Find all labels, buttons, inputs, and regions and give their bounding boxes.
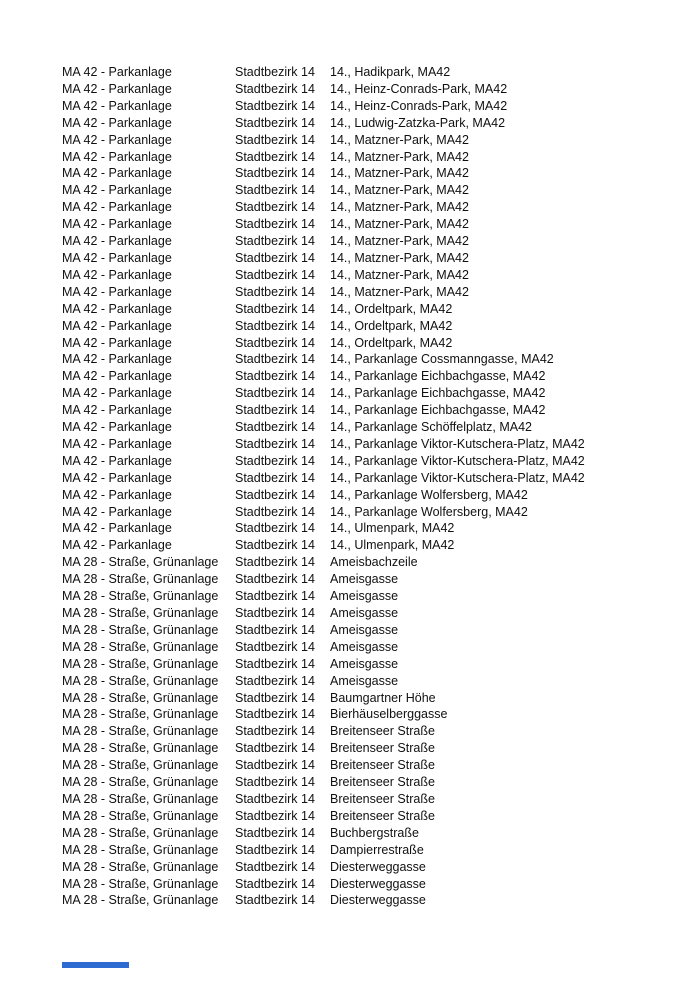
category-cell: MA 42 - Parkanlage: [62, 149, 172, 164]
district-cell: Stadtbezirk 14: [235, 690, 315, 705]
location-cell: 14., Parkanlage Eichbachgasse, MA42: [330, 386, 546, 401]
location-cell: Breitenseer Straße: [330, 758, 435, 773]
category-cell: MA 42 - Parkanlage: [62, 132, 172, 147]
district-cell: Stadtbezirk 14: [235, 234, 315, 249]
district-cell: Stadtbezirk 14: [235, 132, 315, 147]
district-cell: Stadtbezirk 14: [235, 606, 315, 620]
location-cell: Bierhäuselberggasse: [330, 707, 448, 722]
category-cell: MA 42 - Parkanlage: [62, 183, 172, 198]
category-cell: MA 42 - Parkanlage: [62, 81, 172, 96]
district-cell: Stadtbezirk 14: [235, 487, 315, 502]
category-cell: MA 42 - Parkanlage: [62, 98, 172, 113]
district-cell: Stadtbezirk 14: [235, 369, 315, 384]
category-cell: MA 28 - Straße, Grünanlage: [62, 690, 219, 705]
district-cell: Stadtbezirk 14: [235, 420, 315, 435]
district-cell: Stadtbezirk 14: [235, 758, 315, 773]
district-cell: Stadtbezirk 14: [235, 673, 315, 688]
category-cell: MA 28 - Straße, Grünanlage: [62, 555, 219, 570]
category-cell: MA 42 - Parkanlage: [62, 115, 172, 130]
category-cell: MA 28 - Straße, Grünanlage: [62, 859, 219, 874]
category-cell: MA 28 - Straße, Grünanlage: [62, 572, 219, 587]
location-cell: 14., Ulmenpark, MA42: [330, 521, 455, 536]
district-cell: Stadtbezirk 14: [235, 217, 315, 232]
location-cell: Breitenseer Straße: [330, 741, 435, 756]
district-cell: Stadtbezirk 14: [235, 521, 315, 536]
district-cell: Stadtbezirk 14: [235, 555, 315, 570]
category-cell: MA 28 - Straße, Grünanlage: [62, 741, 219, 756]
district-cell: Stadtbezirk 14: [235, 775, 315, 790]
district-cell: Stadtbezirk 14: [235, 656, 315, 671]
district-cell: Stadtbezirk 14: [235, 470, 315, 485]
location-cell: Breitenseer Straße: [330, 791, 435, 806]
location-cell: 14., Matzner-Park, MA42: [330, 234, 469, 249]
location-cell: 14., Parkanlage Viktor-Kutschera-Platz, MA42: [330, 453, 585, 468]
category-cell: MA 42 - Parkanlage: [62, 335, 172, 350]
district-cell: Stadtbezirk 14: [235, 538, 315, 553]
records-table: [62, 64, 585, 909]
location-cell: Ameisgasse: [330, 572, 399, 587]
location-cell: 14., Ulmenpark, MA42: [330, 538, 455, 553]
location-cell: 14., Hadikpark, MA42: [330, 65, 451, 79]
category-cell: MA 42 - Parkanlage: [62, 284, 172, 299]
location-cell: Ameisbachzeile: [330, 555, 418, 570]
district-cell: Stadtbezirk 14: [235, 639, 315, 654]
category-cell: MA 42 - Parkanlage: [62, 521, 172, 536]
district-cell: Stadtbezirk 14: [235, 572, 315, 587]
district-cell: Stadtbezirk 14: [235, 98, 315, 113]
category-cell: MA 42 - Parkanlage: [62, 386, 172, 401]
location-cell: 14., Matzner-Park, MA42: [330, 132, 469, 147]
district-cell: Stadtbezirk 14: [235, 149, 315, 164]
district-cell: Stadtbezirk 14: [235, 352, 315, 367]
category-cell: MA 28 - Straße, Grünanlage: [62, 775, 219, 790]
category-cell: MA 42 - Parkanlage: [62, 217, 172, 232]
category-cell: MA 28 - Straße, Grünanlage: [62, 639, 219, 654]
category-cell: MA 28 - Straße, Grünanlage: [62, 808, 219, 823]
location-cell: Diesterweggasse: [330, 893, 426, 908]
location-cell: Ameisgasse: [330, 622, 399, 637]
location-cell: 14., Parkanlage Eichbachgasse, MA42: [330, 369, 546, 384]
location-cell: Diesterweggasse: [330, 876, 426, 891]
district-cell: Stadtbezirk 14: [235, 335, 315, 350]
location-cell: 14., Parkanlage Wolfersberg, MA42: [330, 504, 528, 519]
district-cell: Stadtbezirk 14: [235, 504, 315, 519]
location-cell: 14., Parkanlage Eichbachgasse, MA42: [330, 403, 546, 418]
location-cell: 14., Matzner-Park, MA42: [330, 149, 469, 164]
location-cell: Baumgartner Höhe: [330, 690, 436, 705]
district-cell: Stadtbezirk 14: [235, 741, 315, 756]
category-cell: MA 42 - Parkanlage: [62, 250, 172, 265]
location-cell: 14., Matzner-Park, MA42: [330, 217, 469, 232]
category-cell: MA 42 - Parkanlage: [62, 420, 172, 435]
district-cell: Stadtbezirk 14: [235, 622, 315, 637]
location-cell: 14., Parkanlage Viktor-Kutschera-Platz, MA42: [330, 470, 585, 485]
district-cell: Stadtbezirk 14: [235, 808, 315, 823]
location-cell: 14., Heinz-Conrads-Park, MA42: [330, 98, 508, 113]
category-cell: MA 28 - Straße, Grünanlage: [62, 791, 219, 806]
category-cell: MA 28 - Straße, Grünanlage: [62, 622, 219, 637]
category-cell: MA 42 - Parkanlage: [62, 267, 172, 282]
category-cell: MA 28 - Straße, Grünanlage: [62, 893, 219, 908]
location-cell: 14., Ordeltpark, MA42: [330, 318, 453, 333]
district-cell: Stadtbezirk 14: [235, 183, 315, 198]
district-cell: Stadtbezirk 14: [235, 589, 315, 604]
location-cell: 14., Matzner-Park, MA42: [330, 284, 469, 299]
location-cell: 14., Ordeltpark, MA42: [330, 335, 453, 350]
category-cell: MA 42 - Parkanlage: [62, 65, 172, 79]
district-cell: Stadtbezirk 14: [235, 386, 315, 401]
location-cell: Ameisgasse: [330, 656, 399, 671]
category-cell: MA 42 - Parkanlage: [62, 453, 172, 468]
district-cell: Stadtbezirk 14: [235, 166, 315, 181]
category-cell: MA 42 - Parkanlage: [62, 234, 172, 249]
district-cell: Stadtbezirk 14: [235, 403, 315, 418]
category-cell: MA 28 - Straße, Grünanlage: [62, 606, 219, 620]
location-cell: Ameisgasse: [330, 606, 399, 620]
location-cell: Ameisgasse: [330, 673, 399, 688]
category-cell: MA 28 - Straße, Grünanlage: [62, 707, 219, 722]
location-cell: 14., Ordeltpark, MA42: [330, 301, 453, 316]
location-cell: 14., Parkanlage Schöffelplatz, MA42: [330, 420, 532, 435]
category-cell: MA 42 - Parkanlage: [62, 200, 172, 215]
category-cell: MA 28 - Straße, Grünanlage: [62, 842, 219, 857]
district-cell: Stadtbezirk 14: [235, 115, 315, 130]
district-cell: Stadtbezirk 14: [235, 842, 315, 857]
category-cell: MA 42 - Parkanlage: [62, 403, 172, 418]
location-cell: 14., Matzner-Park, MA42: [330, 200, 469, 215]
location-cell: Breitenseer Straße: [330, 775, 435, 790]
district-cell: Stadtbezirk 14: [235, 825, 315, 840]
district-cell: Stadtbezirk 14: [235, 724, 315, 739]
district-cell: Stadtbezirk 14: [235, 707, 315, 722]
location-cell: Ameisgasse: [330, 639, 399, 654]
category-cell: MA 42 - Parkanlage: [62, 487, 172, 502]
location-cell: 14., Parkanlage Cossmanngasse, MA42: [330, 352, 554, 367]
location-cell: 14., Heinz-Conrads-Park, MA42: [330, 81, 508, 96]
location-cell: 14., Matzner-Park, MA42: [330, 166, 469, 181]
district-cell: Stadtbezirk 14: [235, 876, 315, 891]
location-cell: Diesterweggasse: [330, 859, 426, 874]
category-cell: MA 42 - Parkanlage: [62, 352, 172, 367]
district-cell: Stadtbezirk 14: [235, 453, 315, 468]
location-cell: Buchbergstraße: [330, 825, 419, 840]
category-cell: MA 28 - Straße, Grünanlage: [62, 724, 219, 739]
district-cell: Stadtbezirk 14: [235, 791, 315, 806]
category-cell: MA 28 - Straße, Grünanlage: [62, 876, 219, 891]
location-cell: 14., Matzner-Park, MA42: [330, 250, 469, 265]
location-cell: Breitenseer Straße: [330, 808, 435, 823]
category-cell: MA 42 - Parkanlage: [62, 436, 172, 451]
location-cell: 14., Ludwig-Zatzka-Park, MA42: [330, 115, 506, 130]
district-cell: Stadtbezirk 14: [235, 200, 315, 215]
category-cell: MA 42 - Parkanlage: [62, 538, 172, 553]
category-cell: MA 42 - Parkanlage: [62, 301, 172, 316]
district-cell: Stadtbezirk 14: [235, 859, 315, 874]
district-cell: Stadtbezirk 14: [235, 318, 315, 333]
district-cell: Stadtbezirk 14: [235, 81, 315, 96]
district-cell: Stadtbezirk 14: [235, 267, 315, 282]
category-cell: MA 42 - Parkanlage: [62, 470, 172, 485]
district-cell: Stadtbezirk 14: [235, 65, 315, 79]
location-cell: 14., Parkanlage Viktor-Kutschera-Platz, MA42: [330, 436, 585, 451]
category-cell: MA 42 - Parkanlage: [62, 369, 172, 384]
district-cell: Stadtbezirk 14: [235, 893, 315, 908]
location-cell: 14., Parkanlage Wolfersberg, MA42: [330, 487, 528, 502]
location-cell: 14., Matzner-Park, MA42: [330, 267, 469, 282]
category-cell: MA 28 - Straße, Grünanlage: [62, 825, 219, 840]
location-cell: 14., Matzner-Park, MA42: [330, 183, 469, 198]
district-cell: Stadtbezirk 14: [235, 301, 315, 316]
location-cell: Dampierrestraße: [330, 842, 424, 857]
location-cell: Breitenseer Straße: [330, 724, 435, 739]
clipped-next-row-indicator: [62, 962, 129, 968]
category-cell: MA 28 - Straße, Grünanlage: [62, 673, 219, 688]
district-cell: Stadtbezirk 14: [235, 284, 315, 299]
category-cell: MA 28 - Straße, Grünanlage: [62, 589, 219, 604]
district-cell: Stadtbezirk 14: [235, 250, 315, 265]
category-cell: MA 42 - Parkanlage: [62, 504, 172, 519]
category-cell: MA 28 - Straße, Grünanlage: [62, 656, 219, 671]
district-cell: Stadtbezirk 14: [235, 436, 315, 451]
location-cell: Ameisgasse: [330, 589, 399, 604]
category-cell: MA 42 - Parkanlage: [62, 318, 172, 333]
category-cell: MA 42 - Parkanlage: [62, 166, 172, 181]
category-cell: MA 28 - Straße, Grünanlage: [62, 758, 219, 773]
